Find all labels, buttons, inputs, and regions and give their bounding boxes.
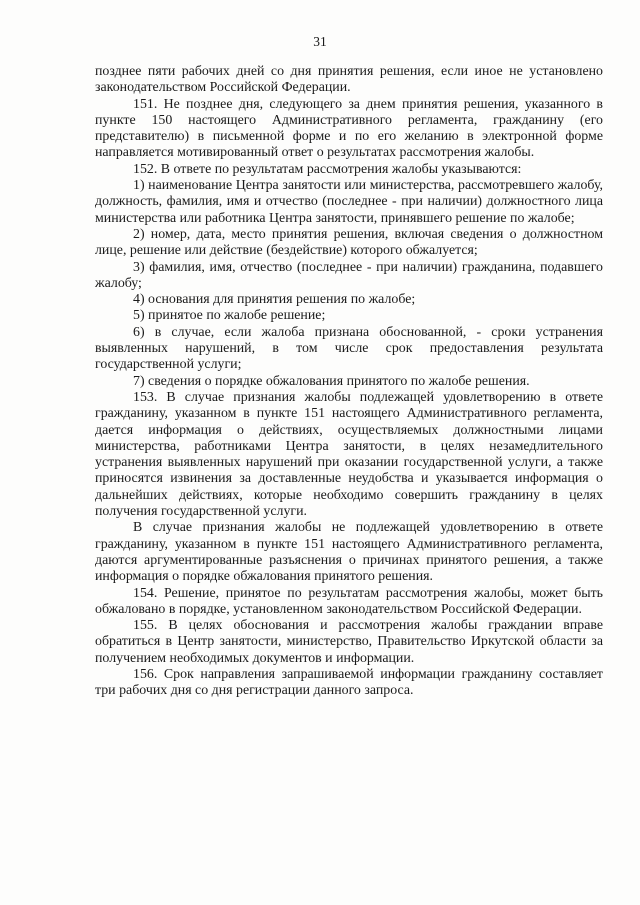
paragraph-continuation: позднее пяти рабочих дней со дня принятия решения, если иное не установлено законодательством Российской Федерации.: [95, 64, 603, 96]
document-body: [95, 64, 603, 700]
paragraph-152: 152. В ответе по результатам рассмотрения жалобы указываются:: [133, 161, 522, 177]
list-item-6: 6) в случае, если жалоба признана обоснованной, - сроки устранения выявленных нарушений, в том числе срок предоставления результата государственной услуги;: [95, 324, 603, 373]
paragraph-154: 154. Решение, принятое по результатам рассмотрения жалобы, может быть обжаловано в порядке, установленном законодательством Российской Федерации.: [95, 585, 603, 617]
paragraph-151: 151. Не позднее дня, следующего за днем принятия решения, указанного в пункте 150 настоящего Административного регламента, гражданину (его представителю) в письменной форме и по его желанию в электронной форме направляется мотивированный ответ о результатах рассмотрения жалобы.: [95, 96, 603, 161]
list-item-1: 1) наименование Центра занятости или министерства, рассмотревшего жалобу, должность, фамилия, имя и отчество (последнее - при наличии) должностного лица министерства или работника Центра занятости, принявшего решение по жалобе;: [95, 178, 603, 226]
paragraph-156: 156. Срок направления запрашиваемой информации гражданину составляет три рабочих дня со дня регистрации данного запроса.: [95, 666, 603, 699]
list-item-5: 5) принятое по жалобе решение;: [133, 308, 326, 324]
list-item-3: 3) фамилия, имя, отчество (последнее - при наличии) гражданина, подавшего жалобу;: [95, 259, 603, 291]
list-item-4: 4) основания для принятия решения по жалобе;: [133, 292, 416, 308]
page-number: 31: [313, 34, 327, 49]
list-item-7: 7) сведения о порядке обжалования принятого по жалобе решения.: [133, 373, 530, 389]
paragraph-155: 155. В целях обоснования и рассмотрения жалобы граждании вправе обратиться в Центр занятости, министерство, Правительство Иркутской области за получением необходимых документов и информации.: [95, 618, 603, 666]
paragraph-153-rejection: В случае признания жалобы не подлежащей удовлетворению в ответе гражданину, указанном в пункте 151 настоящего Административного регламента, даются аргументированные разъяснения о причинах принятого решения, а также информация о порядке обжалования принятого решения.: [95, 520, 603, 585]
list-item-2: 2) номер, дата, место принятия решения, включая сведения о должностном лице, решение или действие (бездействие) которого обжалуется;: [95, 226, 603, 259]
paragraph-153: 153. В случае признания жалобы подлежащей удовлетворению в ответе гражданину, указанном в пункте 151 настоящего Административного регламента, дается информация о действиях, осуществляемых должностными лицами министерства, работниками Центра занятости, в целях незамедлительного устранения выявленных нарушений при оказании государственной услуги, а также приносятся извинения за доставленные неудобства и указывается информация о дальнейших действиях, которые необходимо совершить гражданину в целях получения государственной услуги.: [95, 389, 603, 520]
